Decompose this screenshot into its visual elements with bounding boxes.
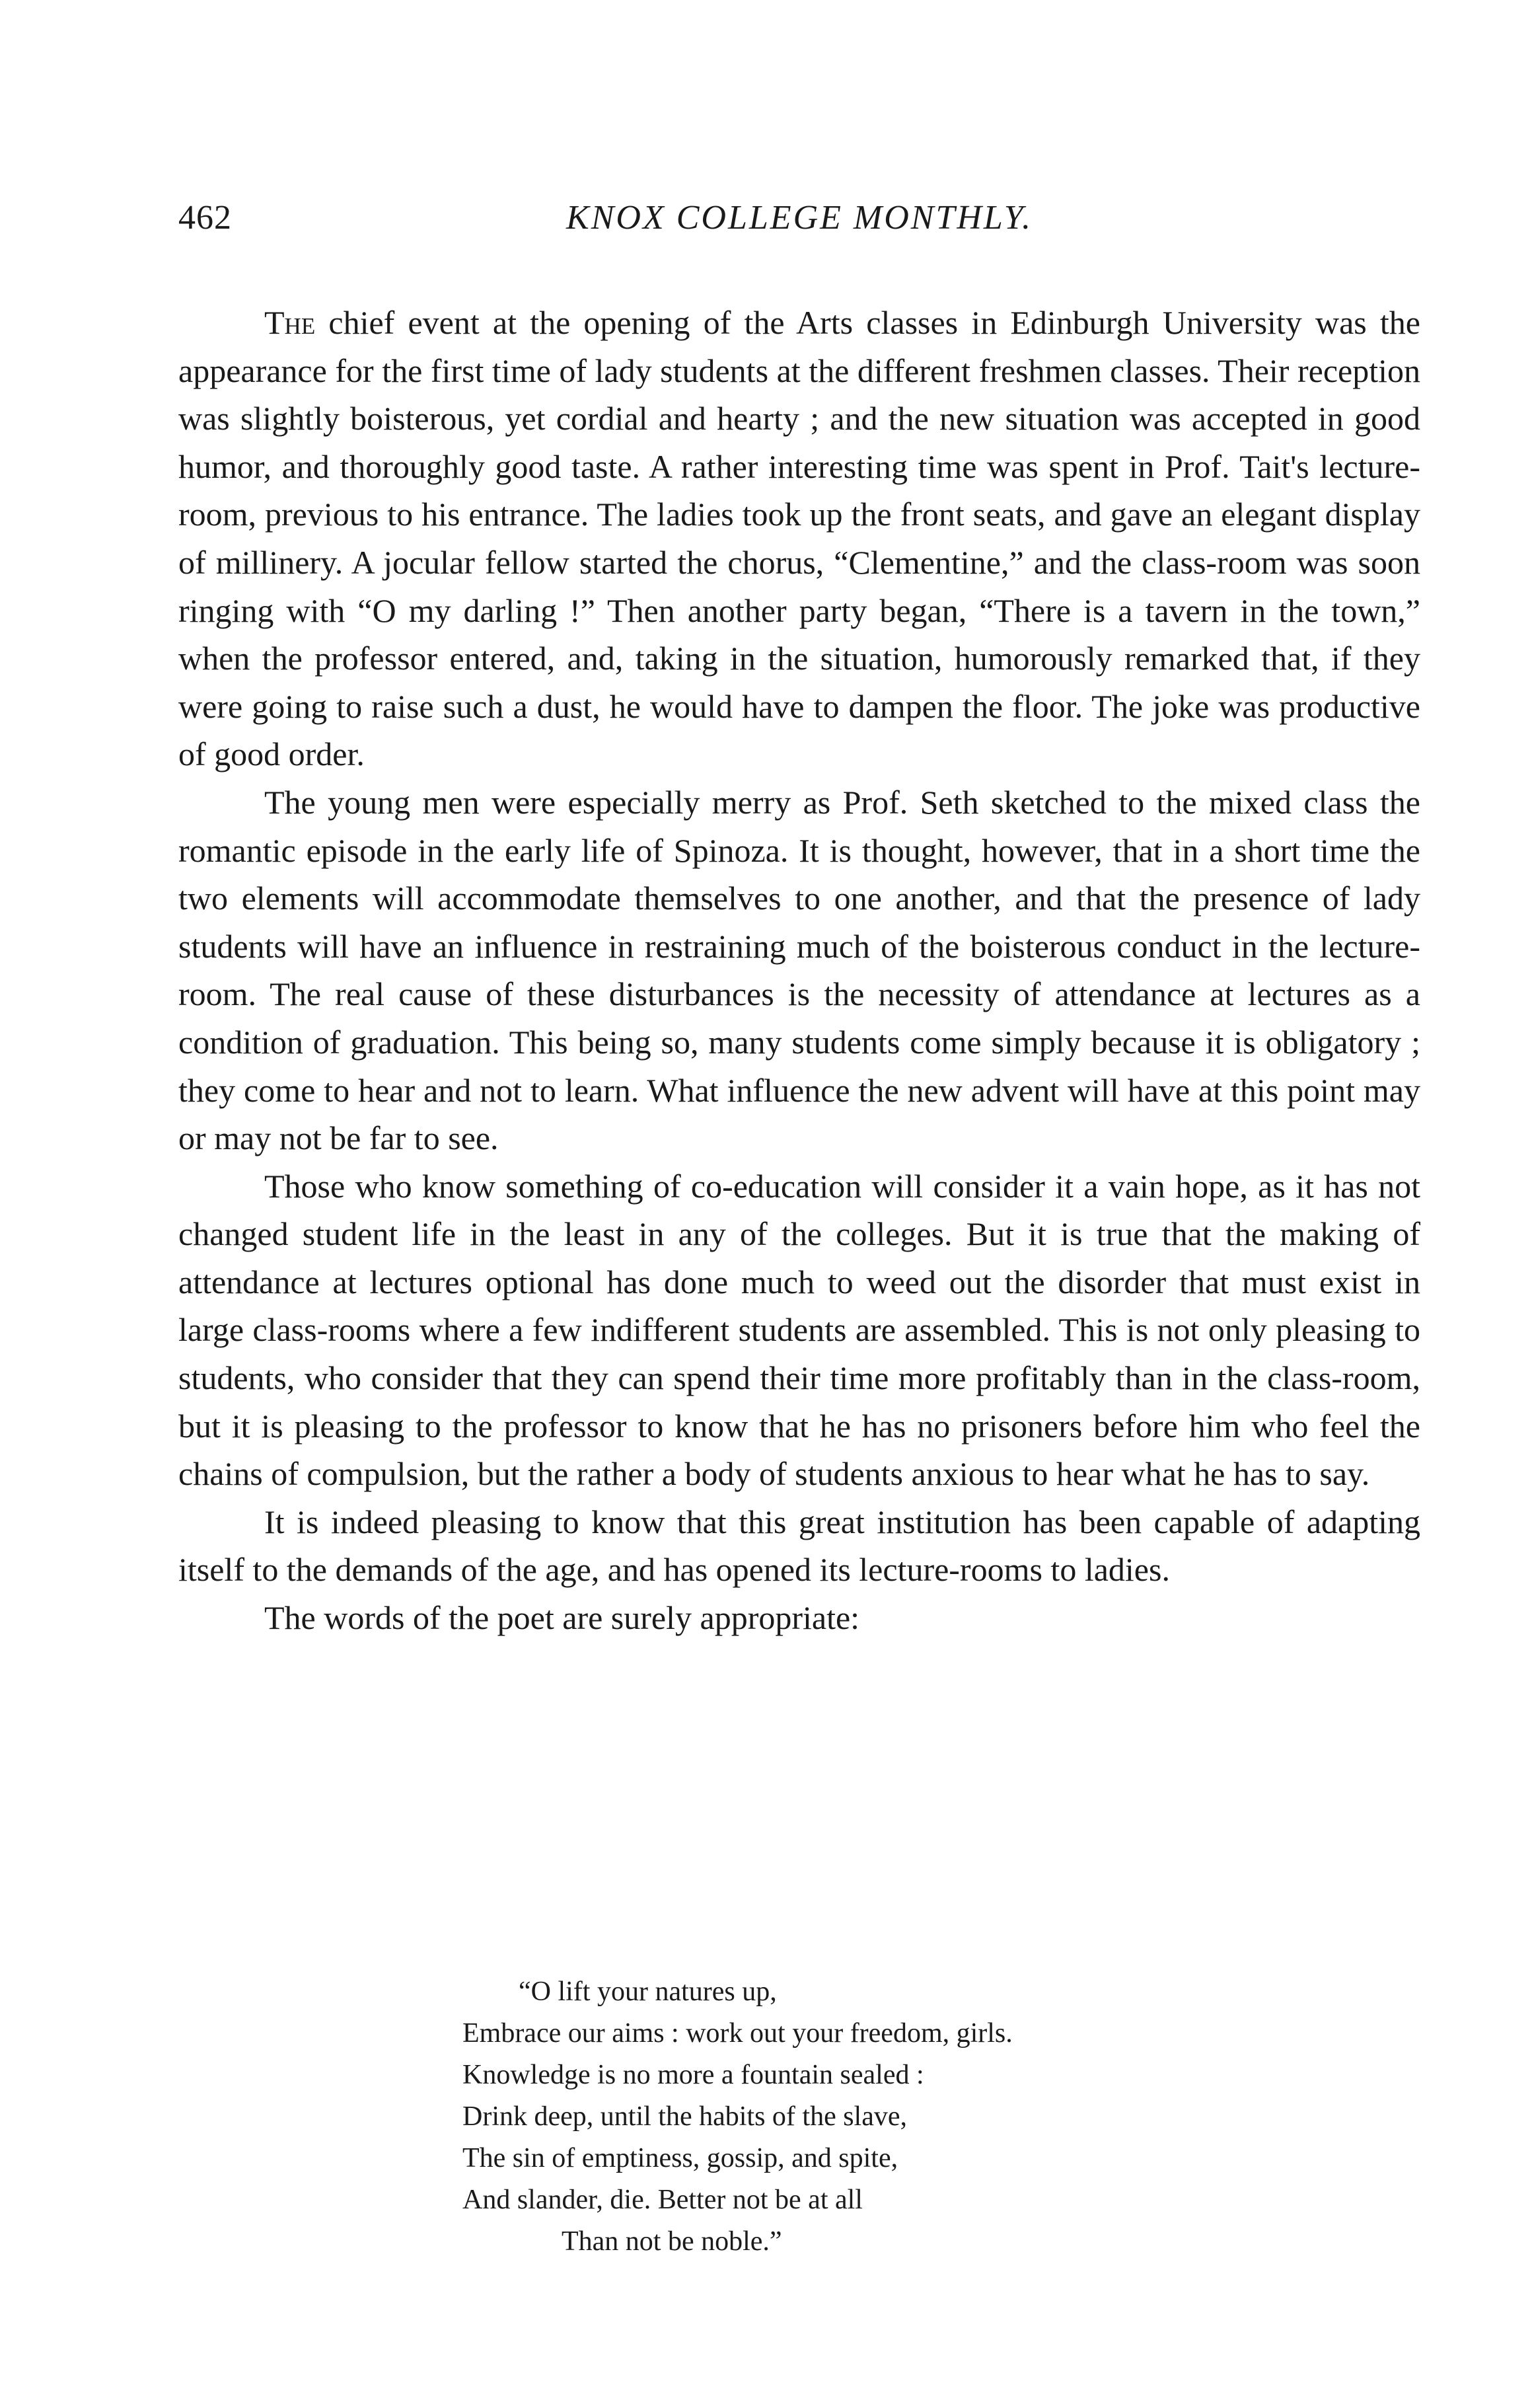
poem-line: The sin of emptiness, gossip, and spite, bbox=[462, 2143, 898, 2173]
poem-line: Drink deep, until the habits of the slave, bbox=[462, 2101, 908, 2132]
paragraph-5: The words of the poet are surely appropriate: bbox=[264, 1599, 860, 1637]
poem-line: Knowledge is no more a fountain sealed : bbox=[462, 2060, 924, 2090]
poem-line: Than not be noble.” bbox=[562, 2226, 782, 2257]
paragraph-4: It is indeed pleasing to know that this great institution has been capable of adapting itself to the demands of the age, and has opened its lecture-rooms to ladies. bbox=[178, 1503, 1420, 1589]
paragraph-text: chief event at the opening of the Arts classes in Edinburgh University was the appearance for the first time of lady students at the different freshmen classes. Their reception was slightly boisterous, yet cordial and hearty ; and the new situation was accepted in good humor, and thoroughly good taste. A rather interesting time was spent in Prof. Tait's lecture-room, previous to his entrance. The ladies took up the front seats, and gave an elegant display of millinery. A jocular fellow started the chorus, “Clementine,” and the class-room was soon ringing with “O my darling !” Then another party began, “There is a tavern in the town,” when the professor entered, and, taking in the situation, humorously remarked that, if they were going to raise such a dust, he would have to dampen the floor. The joke was productive of good order. bbox=[178, 304, 1420, 773]
article-body bbox=[178, 299, 1420, 1642]
poem-line: Embrace our aims : work out your freedom, girls. bbox=[462, 2018, 1013, 2049]
paragraph-3: Those who know something of co-education will consider it a vain hope, as it has not changed student life in the least in any of the colleges. But it is true that the making of attendance at lectures optional has done much to weed out the disorder that must exist in large class-rooms where a few indifferent students are assembled. This is not only pleasing to students, who consider that they can spend their time more profitably than in the class-room, but it is pleasing to the professor to know that he has no prisoners before him who feel the chains of compulsion, but the rather a body of students anxious to hear what he has to say. bbox=[178, 1167, 1420, 1493]
page-number: 462 bbox=[178, 199, 232, 237]
poem-line: And slander, die. Better not be at all bbox=[462, 2185, 863, 2215]
poem-line: “O lift your natures up, bbox=[519, 1976, 777, 2007]
paragraph-1 bbox=[178, 299, 1420, 778]
paragraph-2: The young men were especially merry as Prof. Seth sketched to the mixed class the romantic episode in the early life of Spinoza. It is thought, however, that in a short time the two elements will accommodate themselves to one another, and that the presence of lady students will have an influence in restraining much of the boisterous conduct in the lecture-room. The real cause of these disturbances is the necessity of attendance at lectures as a condition of graduation. This being so, many students come simply because it is obligatory ; they come to hear and not to learn. What influence the new advent will have at this point may or may not be far to see. bbox=[178, 783, 1420, 1157]
paragraph-lead-word: The bbox=[264, 304, 316, 341]
running-title: KNOX COLLEGE MONTHLY. bbox=[566, 199, 1033, 237]
page-header bbox=[178, 198, 1420, 251]
poem-quotation bbox=[462, 1971, 1321, 2263]
